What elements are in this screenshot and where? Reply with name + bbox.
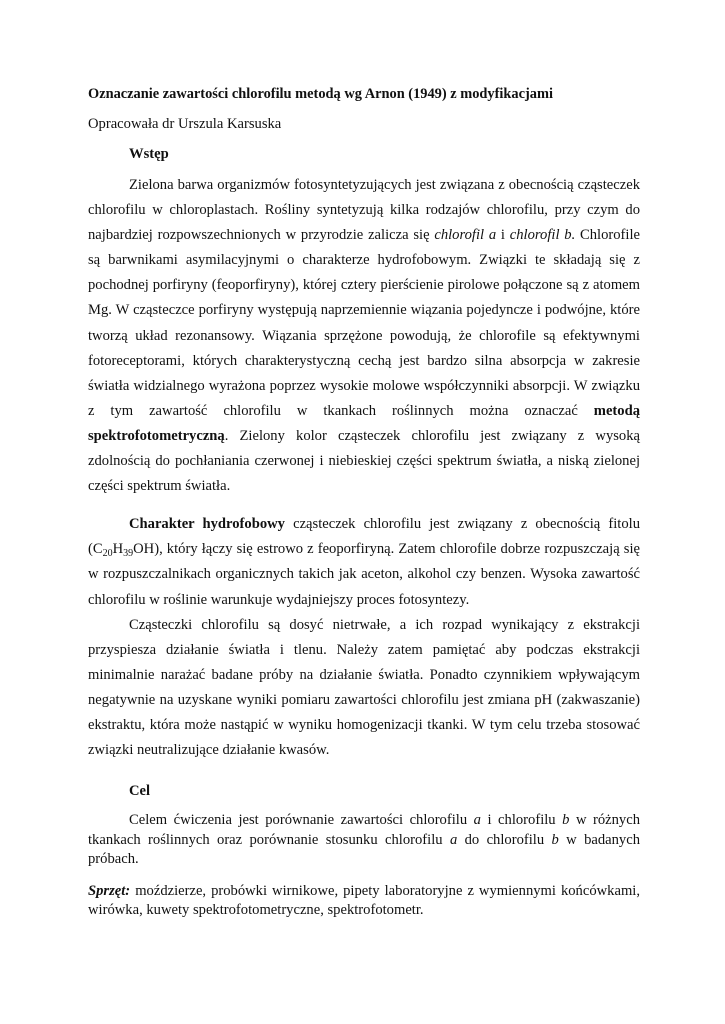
document-author: Opracowała dr Urszula Karsuska xyxy=(88,116,282,132)
intro-paragraph-3: Cząsteczki chlorofilu są dosyć nietrwałe, a ich rozpad wynikający z ekstrakcji przyspiesza działanie światła i tlenu. Należy zatem pamiętać aby podczas ekstrakcji minimalnie narażać badane próby na działanie światła. Ponadto czynnikiem wpływającym negatywnie na uzyskane wyniki pomiaru zawartości chlorofilu jest zmiana pH (zakwaszanie) ekstraktu, która może nastąpić w wyniku homogenizacji tkanki. W tym celu trzeba stosować związki neutralizujące działanie kwasów. xyxy=(88,616,640,759)
section-heading-intro: Wstęp xyxy=(129,146,169,162)
section-heading-goal: Cel xyxy=(129,783,151,800)
intro-p2-text-b: OH), który łączy się estrowo z feoporfiryną. Zatem chlorofile dobrze rozpuszczają się w rozpuszczalnikach organicznych takich jak aceton, alkohol czy benzen. Wysoka zawartość chlorofilu w roślinie warunkuje wydajniejszy proces fotosyntezy. xyxy=(88,541,640,608)
goal-letter-a-1: a xyxy=(473,812,481,829)
goal-text-e: w badanych próbach. xyxy=(88,831,640,868)
goal-text-a: Celem ćwiczenia jest porównanie zawartości chlorofilu xyxy=(129,812,474,829)
goal-text-b: i chlorofilu xyxy=(480,812,563,829)
formula-h: H xyxy=(112,541,124,558)
intro-paragraph-2 xyxy=(88,512,640,612)
intro-p1-text-d: . Zielony kolor cząsteczek chlorofilu jest związany z wysoką zdolnością do pochłaniania czerwonej i niebieskiej części spektrum światła, a niską zielonej części spektrum światła. xyxy=(88,427,640,495)
goal-text-d: do chlorofilu xyxy=(457,831,552,848)
formula-subscript-c: 20 xyxy=(102,548,113,560)
method-term: metodą spektrofotometryczną xyxy=(88,402,640,444)
goal-letter-b-2: b xyxy=(551,831,559,848)
document-title: Oznaczanie zawartości chlorofilu metodą wg Arnon (1949) z modyfikacjami xyxy=(88,86,553,102)
equipment-text: moździerze, probówki wirnikowe, pipety laboratoryjne z wymiennymi końcówkami, wirówka, kuwety spektrofotometryczne, spektrofotometr. xyxy=(88,882,640,919)
formula-subscript-h: 39 xyxy=(123,548,134,560)
document-page xyxy=(88,84,640,921)
intro-paragraph-1 xyxy=(88,173,640,499)
intro-p1-text-c: Chlorofile są barwnikami asymilacyjnymi o charakterze hydrofobowym. Związki te składają się z pochodnej porfiryny (feoporfiryny), której cztery pierścienie pirolowe połączone są z atomem Mg. W cząsteczce porfiryny występują naprzemiennie wiązania pojedyncze i podwójne, które tworzą układ rezonansowy. Wiązania sprzężone powodują, że chlorofile są efektywnymi fotoreceptorami, których charakterystyczną cechą jest bardzo silna absorpcja w zakresie światła widzialnego wyrażona poprzez wysokie molowe współczynniki absorpcji. W związku z tym zawartość chlorofilu w tkankach roślinnych można oznaczać xyxy=(88,227,640,419)
goal-text-c: w różnych tkankach roślinnych oraz porównanie stosunku chlorofilu xyxy=(88,812,641,848)
intro-p1-text-b: i xyxy=(496,227,510,244)
intro-p1-text-a: Zielona barwa organizmów fotosyntetyzujących jest związana z obecnością cząsteczek chlorofilu w chloroplastach. Rośliny syntetyzują kilka rodzajów chlorofilu, przy czym do najbardziej rozpowszechnionych w przyrodzie zalicza się xyxy=(88,177,640,244)
hydrophobic-term: Charakter hydrofobowy xyxy=(129,516,285,533)
equipment-paragraph xyxy=(88,882,640,921)
goal-paragraph xyxy=(88,811,640,870)
chlorofil-b-term: chlorofil b. xyxy=(509,227,576,244)
goal-letter-a-2: a xyxy=(449,831,458,848)
goal-letter-b-1: b xyxy=(562,812,570,829)
equipment-label: Sprzęt: xyxy=(88,882,131,899)
intro-p2-text-a: cząsteczek chlorofilu jest związany z obecnością fitolu (C xyxy=(88,516,640,558)
chlorofil-a-term: chlorofil a xyxy=(434,227,497,244)
